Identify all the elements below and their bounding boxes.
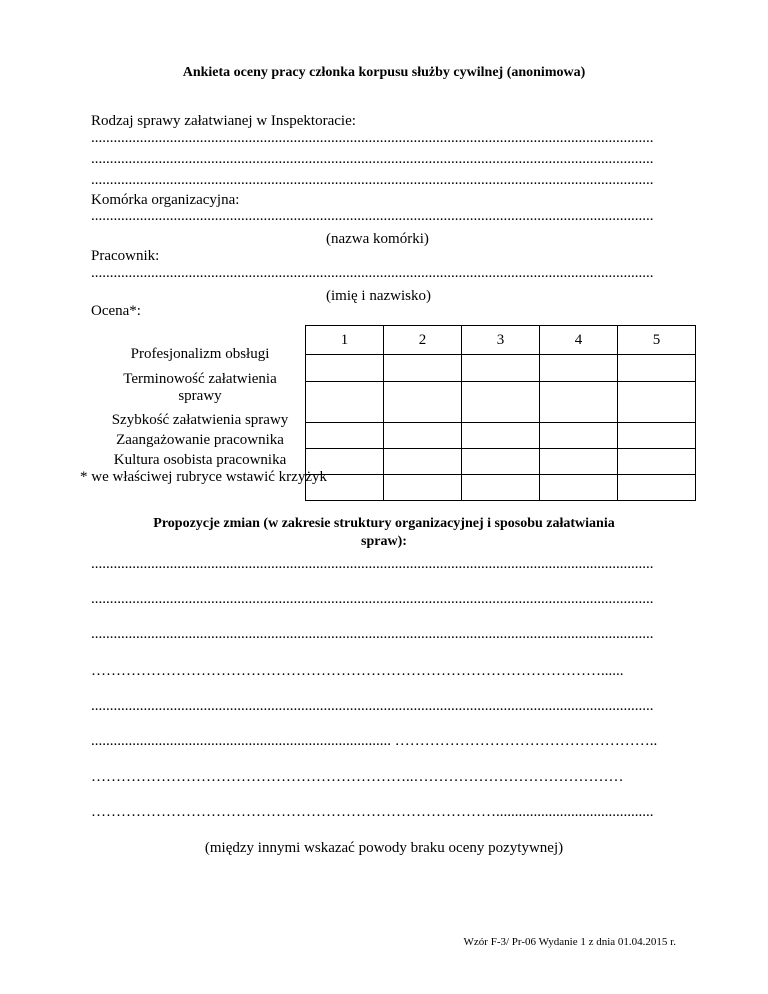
- rating-cell[interactable]: [306, 382, 384, 423]
- proposals-title: [0, 515, 768, 551]
- rating-cell[interactable]: [462, 382, 540, 423]
- rating-cell[interactable]: [540, 355, 618, 382]
- proposal-line-3[interactable]: ......................................................................................................................................................: [91, 626, 654, 642]
- criterion-timeliness: Terminowość załatwienia sprawy: [123, 371, 277, 404]
- criterion-professionalism: Profesjonalizm obsługi: [130, 346, 270, 362]
- proposal-line-1[interactable]: ......................................................................................................................................................: [91, 556, 654, 572]
- employee-label: Pracownik:: [91, 248, 160, 264]
- rating-cell[interactable]: [384, 475, 462, 501]
- scale-1: 1: [306, 326, 384, 355]
- case-type-line-3[interactable]: ......................................................................................................................................................: [91, 172, 654, 188]
- rating-cell[interactable]: [462, 423, 540, 449]
- proposals-note: (między innymi wskazać powody braku oceny pozytywnej): [204, 840, 564, 856]
- scale-2: 2: [384, 326, 462, 355]
- scale-3: 3: [462, 326, 540, 355]
- unit-line[interactable]: ......................................................................................................................................................: [91, 208, 654, 224]
- rating-cell[interactable]: [540, 449, 618, 475]
- unit-hint: (nazwa komórki): [326, 231, 429, 247]
- criterion-engagement: Zaangażowanie pracownika: [116, 432, 284, 448]
- scale-5: 5: [618, 326, 696, 355]
- case-type-line-2[interactable]: ......................................................................................................................................................: [91, 151, 654, 167]
- rating-row-culture: [306, 475, 696, 501]
- criterion-speed: Szybkość załatwienia sprawy: [111, 412, 289, 428]
- rating-cell[interactable]: [618, 475, 696, 501]
- rating-row-engagement: [306, 449, 696, 475]
- rating-cell[interactable]: [306, 355, 384, 382]
- proposal-line-2[interactable]: ......................................................................................................................................................: [91, 591, 654, 607]
- employee-hint: (imię i nazwisko): [326, 288, 431, 304]
- proposal-line-5[interactable]: ......................................................................................................................................................: [91, 698, 654, 714]
- rating-cell[interactable]: [384, 449, 462, 475]
- rating-cell[interactable]: [462, 475, 540, 501]
- proposal-line-4[interactable]: …………………………………………………………………………………………......: [91, 663, 624, 679]
- case-type-line-1[interactable]: ......................................................................................................................................................: [91, 130, 654, 146]
- rating-cell[interactable]: [618, 355, 696, 382]
- rating-grid: [305, 325, 696, 501]
- rating-cell[interactable]: [540, 423, 618, 449]
- rating-footnote: * we właściwej rubryce wstawić krzyżyk: [80, 469, 327, 485]
- proposals-title-text: Propozycje zmian (w zakresie struktury organizacyjnej i sposobu załatwiania spraw):: [153, 516, 615, 549]
- proposal-line-8[interactable]: ………………………………………………………………………..........................................: [91, 804, 654, 820]
- rating-cell[interactable]: [384, 423, 462, 449]
- scale-4: 4: [540, 326, 618, 355]
- rating-scale-row: [306, 326, 696, 355]
- rating-cell[interactable]: [306, 423, 384, 449]
- rating-cell[interactable]: [618, 449, 696, 475]
- form-identifier: Wzór F-3/ Pr-06 Wydanie 1 z dnia 01.04.2015 r.: [463, 936, 676, 948]
- criterion-culture: Kultura osobista pracownika: [113, 452, 287, 468]
- rating-row-professionalism: [306, 355, 696, 382]
- rating-label: Ocena*:: [91, 303, 141, 319]
- rating-row-speed: [306, 423, 696, 449]
- survey-title: Ankieta oceny pracy członka korpusu służby cywilnej (anonimowa): [182, 65, 586, 80]
- case-type-label: Rodzaj sprawy załatwianej w Inspektoracie:: [91, 113, 356, 129]
- rating-cell[interactable]: [540, 382, 618, 423]
- rating-cell[interactable]: [384, 382, 462, 423]
- rating-cell[interactable]: [540, 475, 618, 501]
- rating-row-timeliness: [306, 382, 696, 423]
- rating-cell[interactable]: [462, 449, 540, 475]
- rating-cell[interactable]: [462, 355, 540, 382]
- rating-cell[interactable]: [384, 355, 462, 382]
- proposal-line-6[interactable]: ................................................................................ ……………………………………………..: [91, 733, 658, 749]
- unit-label: Komórka organizacyjna:: [91, 192, 240, 208]
- rating-cell[interactable]: [618, 423, 696, 449]
- proposal-line-7[interactable]: ………………………………………………………..……………………………………: [91, 769, 624, 785]
- employee-line[interactable]: ......................................................................................................................................................: [91, 265, 654, 281]
- rating-cell[interactable]: [618, 382, 696, 423]
